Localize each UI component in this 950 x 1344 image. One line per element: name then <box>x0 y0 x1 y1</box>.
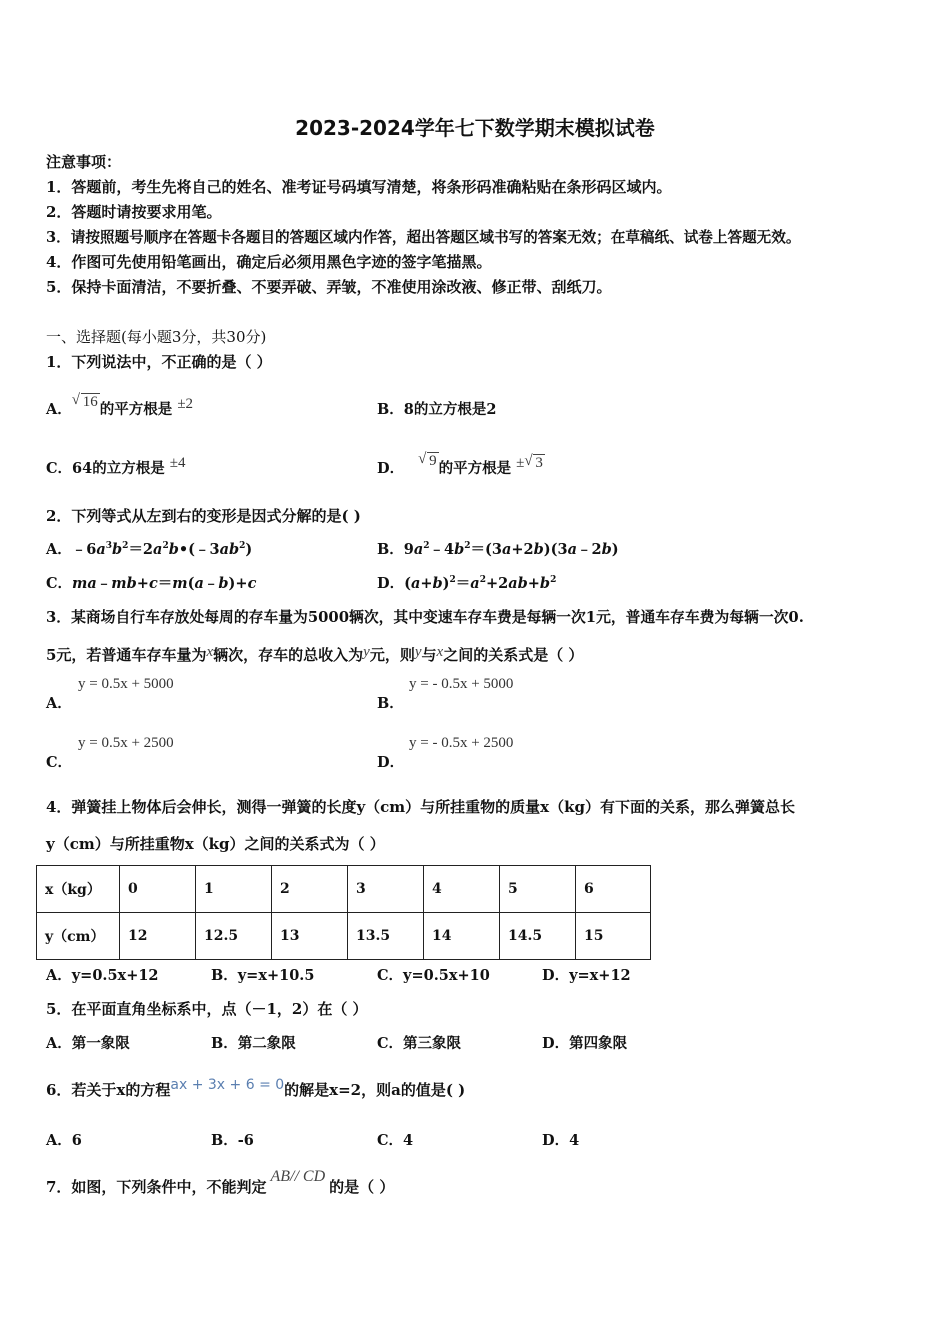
q3-option-c-eq: y = 0.5x + 2500 <box>78 735 174 751</box>
table-cell: 12 <box>120 913 196 960</box>
question-7-stem <box>46 1168 395 1197</box>
question-2-stem: 2．下列等式从左到右的变形是因式分解的是( ) <box>46 507 361 525</box>
option-label: A． <box>46 541 72 558</box>
radicand: 9 <box>429 453 437 469</box>
stem-text: 的是（ ） <box>329 1178 395 1196</box>
q5-option-c: C．第三象限 <box>377 1035 462 1052</box>
stem-text: 5元，若普通车存车量为 <box>46 646 207 664</box>
q6-option-a: A．6 <box>46 1132 82 1149</box>
table-cell: 0 <box>120 866 196 913</box>
q3-option-c-label: C． <box>46 754 73 771</box>
notice-item: 5．保持卡面清洁，不要折叠、不要弄破、弄皱，不准使用涂改液、修正带、刮纸刀。 <box>46 278 612 296</box>
radicand: 16 <box>82 394 98 410</box>
section-heading: 一、选择题(每小题3分，共30分) <box>46 328 267 346</box>
table-cell: 3 <box>348 866 424 913</box>
q4-option-d: D．y=x+12 <box>542 967 631 984</box>
q4-option-b: B．y=x+10.5 <box>211 967 315 984</box>
q6-option-b: B．-6 <box>211 1132 254 1149</box>
q5-option-a: A．第一象限 <box>46 1035 130 1052</box>
notice-item: 2．答题时请按要求用笔。 <box>46 203 222 221</box>
q3-option-b-label: B． <box>377 695 404 712</box>
table-cell: 14 <box>424 913 500 960</box>
notice-heading: 注意事项： <box>46 153 122 171</box>
table-row <box>37 866 651 913</box>
q3-option-a-eq: y = 0.5x + 5000 <box>78 676 174 692</box>
data-table <box>36 865 651 960</box>
q4-option-a: A．y=0.5x+12 <box>46 967 159 984</box>
q2-option-c: C．ma﹣mb+c＝m(a﹣b)+c <box>46 575 257 592</box>
radicand: 3 <box>535 455 543 471</box>
q4-option-c: C．y=0.5x+10 <box>377 967 490 984</box>
option-label: D． <box>377 575 405 592</box>
table-cell: 12.5 <box>196 913 272 960</box>
table-cell: 13.5 <box>348 913 424 960</box>
q1-option-b: B．8的立方根是2 <box>377 401 497 418</box>
q5-option-d: D．第四象限 <box>542 1035 628 1052</box>
stem-text: 的解是x=2，则a的值是( ) <box>284 1081 466 1099</box>
option-text: 的平方根是 <box>99 401 173 418</box>
notice-item: 4．作图可先使用铅笔画出，确定后必须用黑色字迹的签字笔描黑。 <box>46 253 492 271</box>
q5-option-b: B．第二象限 <box>211 1035 296 1052</box>
question-5-stem: 5．在平面直角坐标系中，点（－1，2）在（ ） <box>46 1000 368 1018</box>
plus-minus: ± <box>516 455 525 471</box>
stem-text: 之间的关系式是（ ） <box>443 646 584 664</box>
option-value: ±4 <box>169 455 186 471</box>
page-title: 2023-2024学年七下数学期末模拟试卷 <box>295 116 655 140</box>
table-cell: 15 <box>576 913 651 960</box>
option-text: 的平方根是 <box>438 460 512 477</box>
question-4-stem-line2: y（cm）与所挂重物x（kg）之间的关系式为（ ） <box>46 835 385 853</box>
q3-option-d-eq: y = - 0.5x + 2500 <box>409 735 514 751</box>
question-4-stem-line1: 4．弹簧挂上物体后会伸长，测得一弹簧的长度y（cm）与所挂重物的质量x（kg）有下面的关系，那么弹簧总长 <box>46 798 795 816</box>
question-1-stem: 1．下列说法中，不正确的是（ ） <box>46 353 272 371</box>
q2-option-b: B．$9a^2﹣4b^2=(3a+2b)(3a﹣2b)$ <box>377 541 619 558</box>
option-value: ±2 <box>177 396 194 412</box>
var-y: y <box>414 644 422 660</box>
question-3-stem-line1: 3．某商场自行车存放处每周的存车量为5000辆次，其中变速车存车费是每辆一次1元，普通车存车费为每辆一次0. <box>46 609 804 626</box>
equation-image: ax + 3x + 6 = 0 <box>170 1077 285 1093</box>
var-x: x <box>206 644 214 660</box>
q1-option-a: A． √ 16 的平方根是 ±2 <box>46 392 194 418</box>
stem-text: 7．如图，下列条件中，不能判定 <box>46 1178 267 1196</box>
option-label: C． <box>46 575 73 592</box>
question-3-stem-line2 <box>46 644 583 665</box>
q1-option-d: D． √ 9 的平方根是 ± √ 3 <box>377 451 543 477</box>
table-cell: 13 <box>272 913 348 960</box>
table-cell: y（cm） <box>37 913 120 960</box>
table-cell: 6 <box>576 866 651 913</box>
parallel-expression: AB// CD <box>270 1168 326 1185</box>
q6-option-c: C．4 <box>377 1132 414 1149</box>
notice-item: 1．答题前，考生先将自己的姓名、准考证号码填写清楚，将条形码准确粘贴在条形码区域内。 <box>46 178 672 196</box>
q1-option-c <box>46 457 186 478</box>
stem-text: 元，则 <box>369 646 415 664</box>
table-cell: 1 <box>196 866 272 913</box>
table-row <box>37 913 651 960</box>
option-label: A． <box>46 401 72 418</box>
option-label: B． <box>377 541 404 558</box>
q3-option-d-label: D． <box>377 754 405 771</box>
var-y: y <box>363 644 370 660</box>
q3-option-a-label: A． <box>46 695 72 712</box>
table-cell: x（kg） <box>37 866 120 913</box>
q2-option-d: D．$(a+b)^2=a^2+2ab+b^2$ <box>377 575 557 592</box>
table-cell: 2 <box>272 866 348 913</box>
stem-text: 6．若关于x的方程 <box>46 1081 171 1099</box>
table-cell: 14.5 <box>500 913 576 960</box>
table-cell: 4 <box>424 866 500 913</box>
q3-option-b-eq: y = - 0.5x + 5000 <box>409 676 514 692</box>
question-6-stem <box>46 1079 465 1100</box>
q2-option-a: A．$﹣6a^3b^2=2a^2b•(﹣3ab^2)$ <box>46 541 253 558</box>
notice-item: 3．请按照题号顺序在答题卡各题目的答题区域内作答，超出答题区域书写的答案无效；在草稿纸、试卷上答题无效。 <box>46 229 801 246</box>
q6-option-d: D．4 <box>542 1132 580 1149</box>
stem-text: 辆次，存车的总收入为 <box>213 646 364 664</box>
var-x: x <box>436 644 444 660</box>
option-label: D． <box>377 460 405 477</box>
table-cell: 5 <box>500 866 576 913</box>
stem-text: 与 <box>421 646 437 664</box>
option-text: C．64的立方根是 <box>46 460 165 477</box>
